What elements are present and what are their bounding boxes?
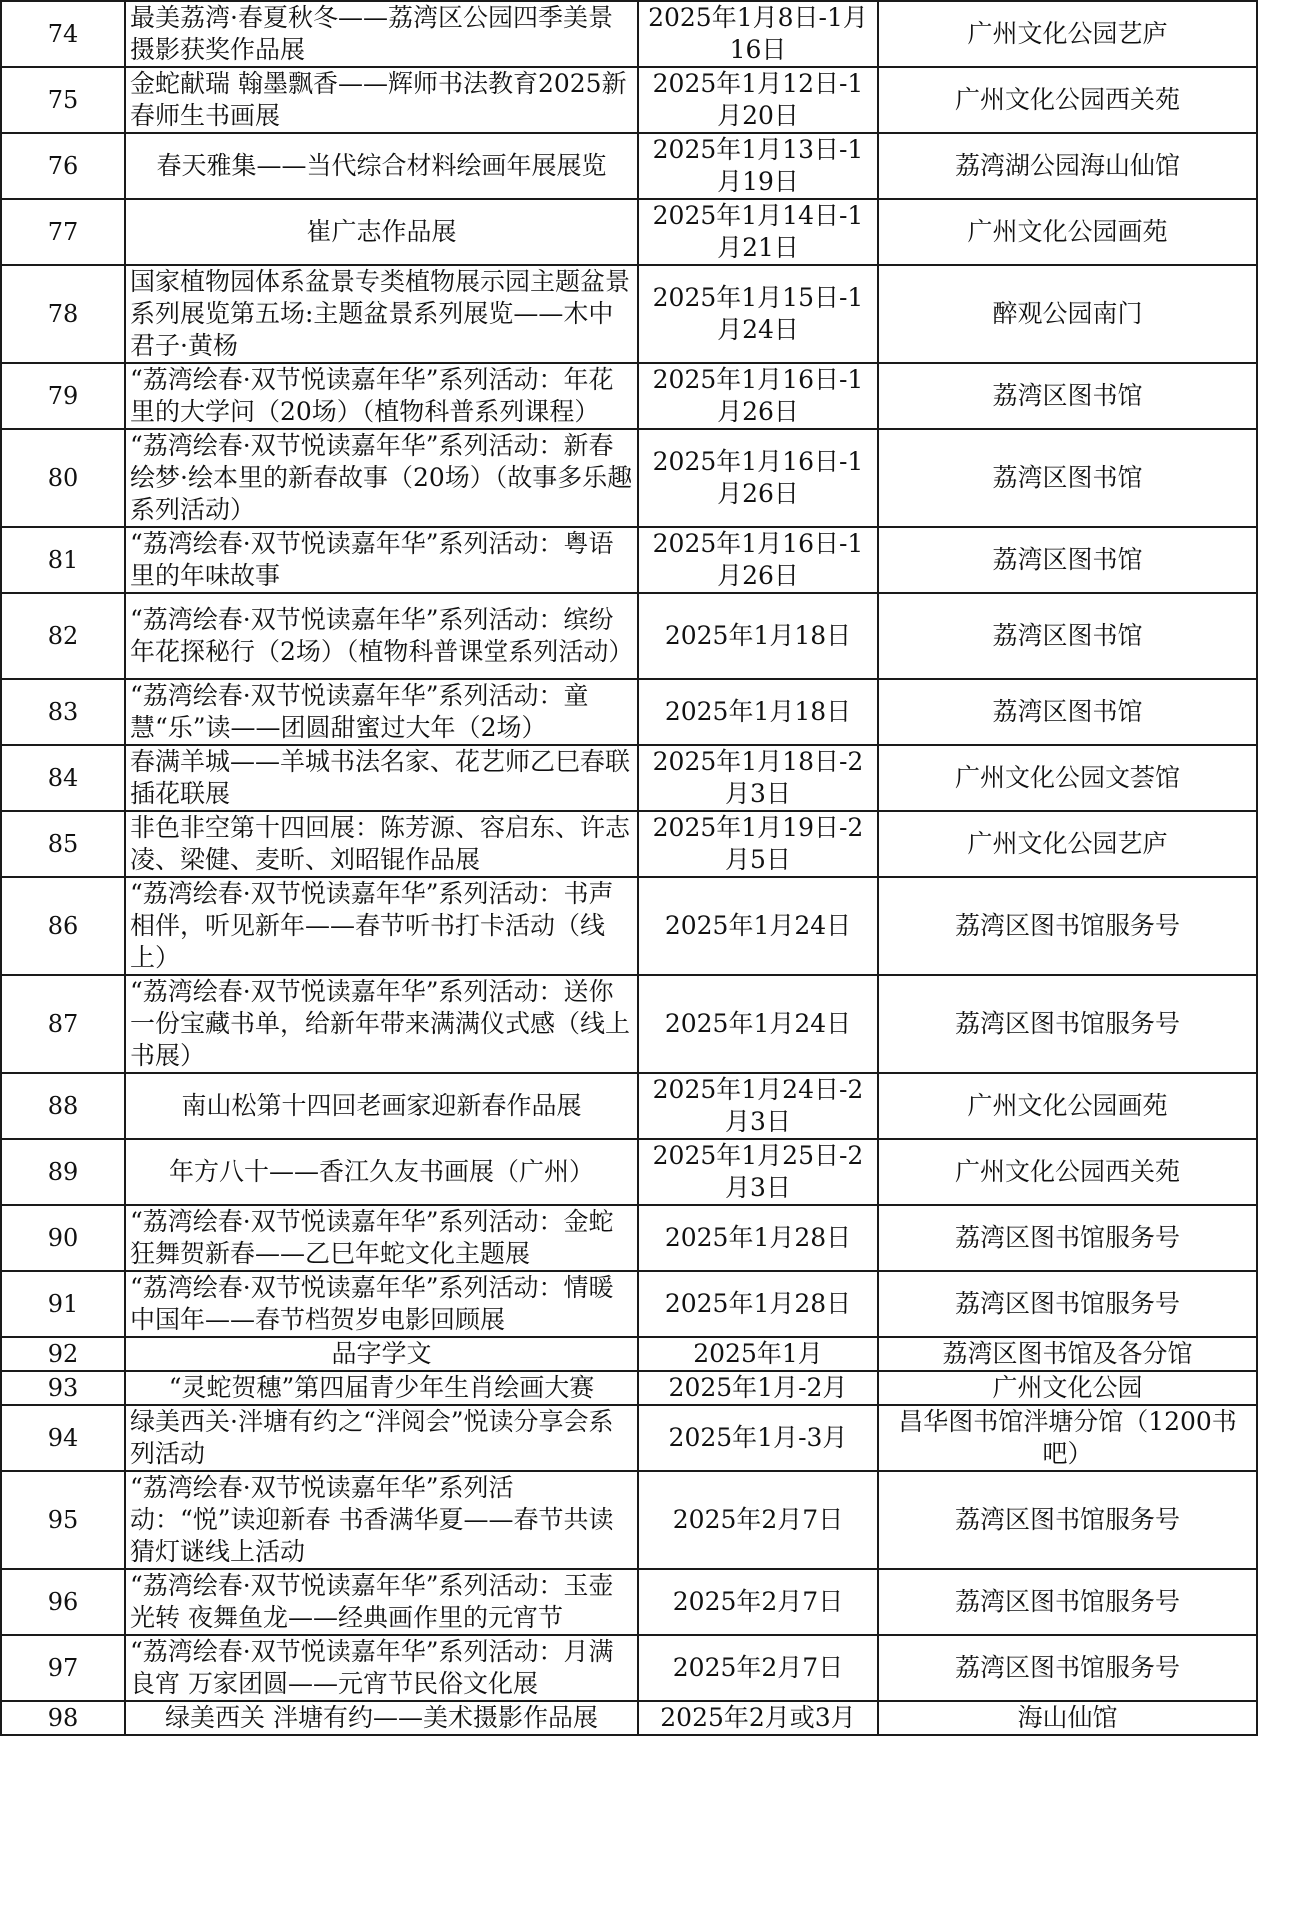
row-number: 75	[1, 67, 125, 133]
row-number: 86	[1, 877, 125, 975]
event-name: “荔湾绘春·双节悦读嘉年华”系列活动：金蛇狂舞贺新春——乙巳年蛇文化主题展	[125, 1205, 638, 1271]
event-name: 品字学文	[125, 1337, 638, 1371]
event-name: 南山松第十四回老画家迎新春作品展	[125, 1073, 638, 1139]
event-date: 2025年1月24日	[638, 975, 878, 1073]
row-number: 90	[1, 1205, 125, 1271]
event-date: 2025年1月12日-1月20日	[638, 67, 878, 133]
table-row	[1, 1701, 1257, 1735]
event-name: 最美荔湾·春夏秋冬——荔湾区公园四季美景摄影获奖作品展	[125, 1, 638, 67]
table-row	[1, 265, 1257, 363]
row-number: 78	[1, 265, 125, 363]
row-number: 79	[1, 363, 125, 429]
event-date: 2025年1月18日	[638, 679, 878, 745]
event-venue: 荔湾区图书馆	[878, 429, 1257, 527]
event-venue: 广州文化公园艺庐	[878, 1, 1257, 67]
table-row	[1, 877, 1257, 975]
row-number: 83	[1, 679, 125, 745]
event-date: 2025年2月7日	[638, 1569, 878, 1635]
event-date: 2025年1月28日	[638, 1205, 878, 1271]
event-name: “荔湾绘春·双节悦读嘉年华”系列活动：新春绘梦·绘本里的新春故事（20场）（故事多乐趣系列活动）	[125, 429, 638, 527]
event-venue: 荔湾区图书馆服务号	[878, 1569, 1257, 1635]
table-row	[1, 429, 1257, 527]
event-venue: 广州文化公园画苑	[878, 199, 1257, 265]
event-name: 非色非空第十四回展：陈芳源、容启东、许志凌、梁健、麦昕、刘昭锟作品展	[125, 811, 638, 877]
table-row	[1, 811, 1257, 877]
event-date: 2025年1月24日-2月3日	[638, 1073, 878, 1139]
row-number: 97	[1, 1635, 125, 1701]
row-number: 95	[1, 1471, 125, 1569]
table-row	[1, 1371, 1257, 1405]
table-row	[1, 67, 1257, 133]
table-row	[1, 1471, 1257, 1569]
event-venue: 荔湾区图书馆服务号	[878, 1635, 1257, 1701]
table-row	[1, 133, 1257, 199]
event-venue: 昌华图书馆泮塘分馆（1200书吧）	[878, 1405, 1257, 1471]
row-number: 85	[1, 811, 125, 877]
event-date: 2025年1月24日	[638, 877, 878, 975]
event-name: “荔湾绘春·双节悦读嘉年华”系列活动：粤语里的年味故事	[125, 527, 638, 593]
event-venue: 广州文化公园文荟馆	[878, 745, 1257, 811]
table-row	[1, 975, 1257, 1073]
table-row	[1, 1073, 1257, 1139]
row-number: 80	[1, 429, 125, 527]
event-name: “荔湾绘春·双节悦读嘉年华”系列活动：缤纷年花探秘行（2场）（植物科普课堂系列活动）	[125, 593, 638, 679]
event-venue: 荔湾区图书馆服务号	[878, 1205, 1257, 1271]
table-row	[1, 363, 1257, 429]
event-venue: 广州文化公园	[878, 1371, 1257, 1405]
row-number: 91	[1, 1271, 125, 1337]
event-name: “荔湾绘春·双节悦读嘉年华”系列活动：送你一份宝藏书单，给新年带来满满仪式感（线上书展）	[125, 975, 638, 1073]
event-name: “荔湾绘春·双节悦读嘉年华”系列活动：童慧“乐”读——团圆甜蜜过大年（2场）	[125, 679, 638, 745]
event-name: 崔广志作品展	[125, 199, 638, 265]
event-venue: 海山仙馆	[878, 1701, 1257, 1735]
event-date: 2025年1月18日-2月3日	[638, 745, 878, 811]
event-venue: 荔湾区图书馆	[878, 363, 1257, 429]
table-row	[1, 1337, 1257, 1371]
event-venue: 荔湾区图书馆服务号	[878, 877, 1257, 975]
event-name: “荔湾绘春·双节悦读嘉年华”系列活动：玉壶光转 夜舞鱼龙——经典画作里的元宵节	[125, 1569, 638, 1635]
event-venue: 荔湾区图书馆服务号	[878, 1271, 1257, 1337]
event-date: 2025年1月16日-1月26日	[638, 429, 878, 527]
event-name: “荔湾绘春·双节悦读嘉年华”系列活动：情暖中国年——春节档贺岁电影回顾展	[125, 1271, 638, 1337]
event-venue: 广州文化公园艺庐	[878, 811, 1257, 877]
event-name: 年方八十——香江久友书画展（广州）	[125, 1139, 638, 1205]
event-date: 2025年1月8日-1月16日	[638, 1, 878, 67]
event-name: “荔湾绘春·双节悦读嘉年华”系列活动：书声相伴，听见新年——春节听书打卡活动（线上）	[125, 877, 638, 975]
event-date: 2025年2月7日	[638, 1471, 878, 1569]
table-row	[1, 679, 1257, 745]
events-table-body	[1, 1, 1257, 1735]
event-date: 2025年1月28日	[638, 1271, 878, 1337]
event-date: 2025年1月	[638, 1337, 878, 1371]
event-date: 2025年1月-2月	[638, 1371, 878, 1405]
table-row	[1, 745, 1257, 811]
event-date: 2025年1月14日-1月21日	[638, 199, 878, 265]
event-name: 春满羊城——羊城书法名家、花艺师乙巳春联插花联展	[125, 745, 638, 811]
event-name: 国家植物园体系盆景专类植物展示园主题盆景系列展览第五场:主题盆景系列展览——木中君子·黄杨	[125, 265, 638, 363]
event-date: 2025年1月16日-1月26日	[638, 527, 878, 593]
event-date: 2025年2月7日	[638, 1635, 878, 1701]
row-number: 92	[1, 1337, 125, 1371]
row-number: 87	[1, 975, 125, 1073]
row-number: 74	[1, 1, 125, 67]
event-date: 2025年2月或3月	[638, 1701, 878, 1735]
event-name: 绿美西关 泮塘有约——美术摄影作品展	[125, 1701, 638, 1735]
row-number: 81	[1, 527, 125, 593]
table-row	[1, 1139, 1257, 1205]
row-number: 88	[1, 1073, 125, 1139]
event-date: 2025年1月19日-2月5日	[638, 811, 878, 877]
event-date: 2025年1月15日-1月24日	[638, 265, 878, 363]
event-venue: 荔湾区图书馆	[878, 679, 1257, 745]
event-date: 2025年1月13日-1月19日	[638, 133, 878, 199]
row-number: 76	[1, 133, 125, 199]
event-venue: 荔湾区图书馆服务号	[878, 1471, 1257, 1569]
table-row	[1, 527, 1257, 593]
table-row	[1, 199, 1257, 265]
event-name: “荔湾绘春·双节悦读嘉年华”系列活动：年花里的大学问（20场）（植物科普系列课程）	[125, 363, 638, 429]
table-row	[1, 1, 1257, 67]
event-venue: 荔湾区图书馆服务号	[878, 975, 1257, 1073]
row-number: 89	[1, 1139, 125, 1205]
row-number: 94	[1, 1405, 125, 1471]
event-name: “荔湾绘春·双节悦读嘉年华”系列活动：“悦”读迎新春 书香满华夏——春节共读猜灯谜线上活动	[125, 1471, 638, 1569]
table-row	[1, 593, 1257, 679]
table-row	[1, 1569, 1257, 1635]
event-date: 2025年1月25日-2月3日	[638, 1139, 878, 1205]
table-row	[1, 1635, 1257, 1701]
event-venue: 广州文化公园西关苑	[878, 1139, 1257, 1205]
row-number: 82	[1, 593, 125, 679]
event-name: “荔湾绘春·双节悦读嘉年华”系列活动：月满良宵 万家团圆——元宵节民俗文化展	[125, 1635, 638, 1701]
row-number: 77	[1, 199, 125, 265]
event-venue: 荔湾区图书馆及各分馆	[878, 1337, 1257, 1371]
row-number: 84	[1, 745, 125, 811]
table-row	[1, 1405, 1257, 1471]
event-venue: 广州文化公园画苑	[878, 1073, 1257, 1139]
event-venue: 荔湾湖公园海山仙馆	[878, 133, 1257, 199]
event-name: 金蛇献瑞 翰墨飘香——辉师书法教育2025新春师生书画展	[125, 67, 638, 133]
row-number: 93	[1, 1371, 125, 1405]
event-date: 2025年1月16日-1月26日	[638, 363, 878, 429]
event-name: “灵蛇贺穗”第四届青少年生肖绘画大赛	[125, 1371, 638, 1405]
row-number: 98	[1, 1701, 125, 1735]
table-row	[1, 1271, 1257, 1337]
event-venue: 广州文化公园西关苑	[878, 67, 1257, 133]
event-name: 绿美西关·泮塘有约之“泮阅会”悦读分享会系列活动	[125, 1405, 638, 1471]
row-number: 96	[1, 1569, 125, 1635]
event-date: 2025年1月18日	[638, 593, 878, 679]
event-name: 春天雅集——当代综合材料绘画年展展览	[125, 133, 638, 199]
event-date: 2025年1月-3月	[638, 1405, 878, 1471]
table-row	[1, 1205, 1257, 1271]
event-venue: 荔湾区图书馆	[878, 593, 1257, 679]
event-venue: 荔湾区图书馆	[878, 527, 1257, 593]
event-venue: 醉观公园南门	[878, 265, 1257, 363]
